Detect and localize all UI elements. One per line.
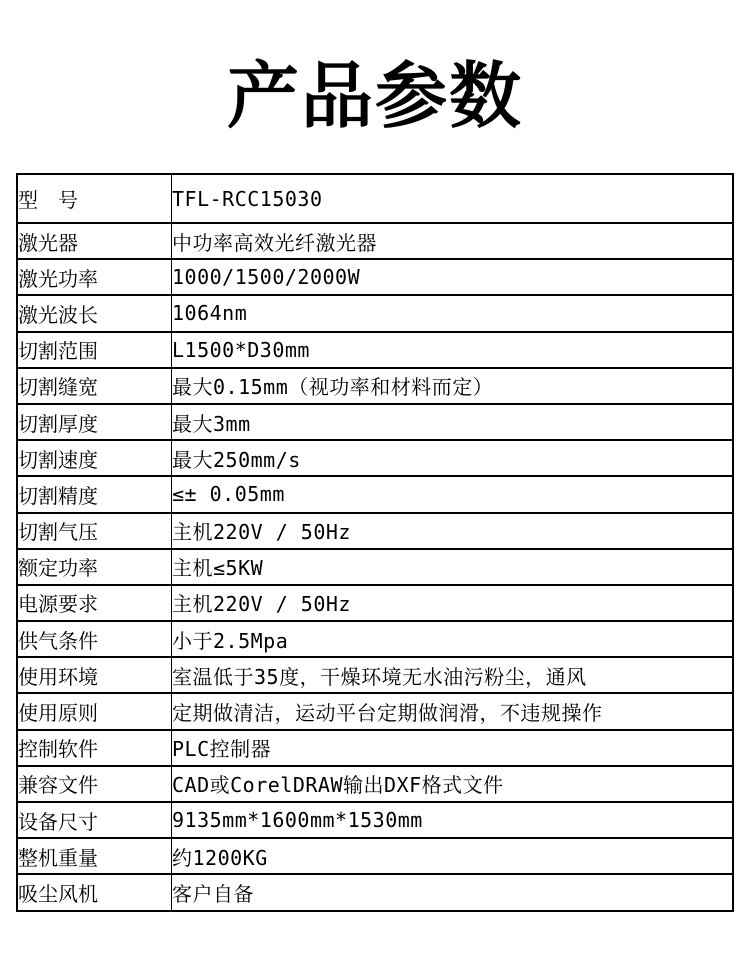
table-row — [17, 295, 733, 331]
spec-value: L1500*D30mm — [172, 332, 734, 368]
table-row — [17, 585, 733, 621]
spec-label: 额定功率 — [17, 549, 172, 585]
spec-label: 设备尺寸 — [17, 802, 172, 838]
spec-value: 1064nm — [172, 295, 734, 331]
table-row — [17, 657, 733, 693]
spec-label: 切割精度 — [17, 476, 172, 512]
spec-label: 使用原则 — [17, 693, 172, 729]
spec-value: 1000/1500/2000W — [172, 259, 734, 295]
table-row — [17, 513, 733, 549]
spec-label: 切割范围 — [17, 332, 172, 368]
spec-value: 9135mm*1600mm*1530mm — [172, 802, 734, 838]
spec-label: 切割气压 — [17, 513, 172, 549]
spec-label: 电源要求 — [17, 585, 172, 621]
spec-table — [16, 173, 734, 912]
spec-label: 切割厚度 — [17, 404, 172, 440]
table-row — [17, 332, 733, 368]
spec-label: 激光功率 — [17, 259, 172, 295]
spec-label: 激光波长 — [17, 295, 172, 331]
table-row — [17, 838, 733, 874]
table-row — [17, 223, 733, 259]
spec-label: 型 号 — [17, 174, 172, 223]
spec-value: 室温低于35度，干燥环境无水油污粉尘，通风 — [172, 657, 734, 693]
spec-label: 切割速度 — [17, 440, 172, 476]
table-row — [17, 368, 733, 404]
table-row — [17, 476, 733, 512]
spec-value: 最大3mm — [172, 404, 734, 440]
spec-value: 约1200KG — [172, 838, 734, 874]
table-row — [17, 730, 733, 766]
spec-value: 主机220V / 50Hz — [172, 513, 734, 549]
spec-value: CAD或CorelDRAW输出DXF格式文件 — [172, 766, 734, 802]
spec-value: 最大250mm/s — [172, 440, 734, 476]
table-row — [17, 549, 733, 585]
spec-label: 吸尘风机 — [17, 874, 172, 910]
spec-label: 控制软件 — [17, 730, 172, 766]
spec-value: 主机≤5KW — [172, 549, 734, 585]
table-row — [17, 259, 733, 295]
spec-label: 激光器 — [17, 223, 172, 259]
spec-value: 小于2.5Mpa — [172, 621, 734, 657]
spec-label: 使用环境 — [17, 657, 172, 693]
table-row — [17, 693, 733, 729]
spec-label: 切割缝宽 — [17, 368, 172, 404]
spec-value: 最大0.15mm（视功率和材料而定） — [172, 368, 734, 404]
table-row — [17, 802, 733, 838]
table-row — [17, 621, 733, 657]
spec-value: 客户自备 — [172, 874, 734, 910]
spec-value: PLC控制器 — [172, 730, 734, 766]
page-title: 产品参数 — [226, 54, 523, 138]
spec-label: 整机重量 — [17, 838, 172, 874]
spec-value: TFL-RCC15030 — [172, 174, 734, 223]
spec-label: 兼容文件 — [17, 766, 172, 802]
table-row — [17, 174, 733, 223]
table-row — [17, 440, 733, 476]
spec-label: 供气条件 — [17, 621, 172, 657]
spec-value: 主机220V / 50Hz — [172, 585, 734, 621]
table-row — [17, 874, 733, 910]
table-row — [17, 404, 733, 440]
spec-value: ≤± 0.05mm — [172, 476, 734, 512]
table-row — [17, 766, 733, 802]
spec-value: 定期做清洁，运动平台定期做润滑，不违规操作 — [172, 693, 734, 729]
spec-value: 中功率高效光纤激光器 — [172, 223, 734, 259]
